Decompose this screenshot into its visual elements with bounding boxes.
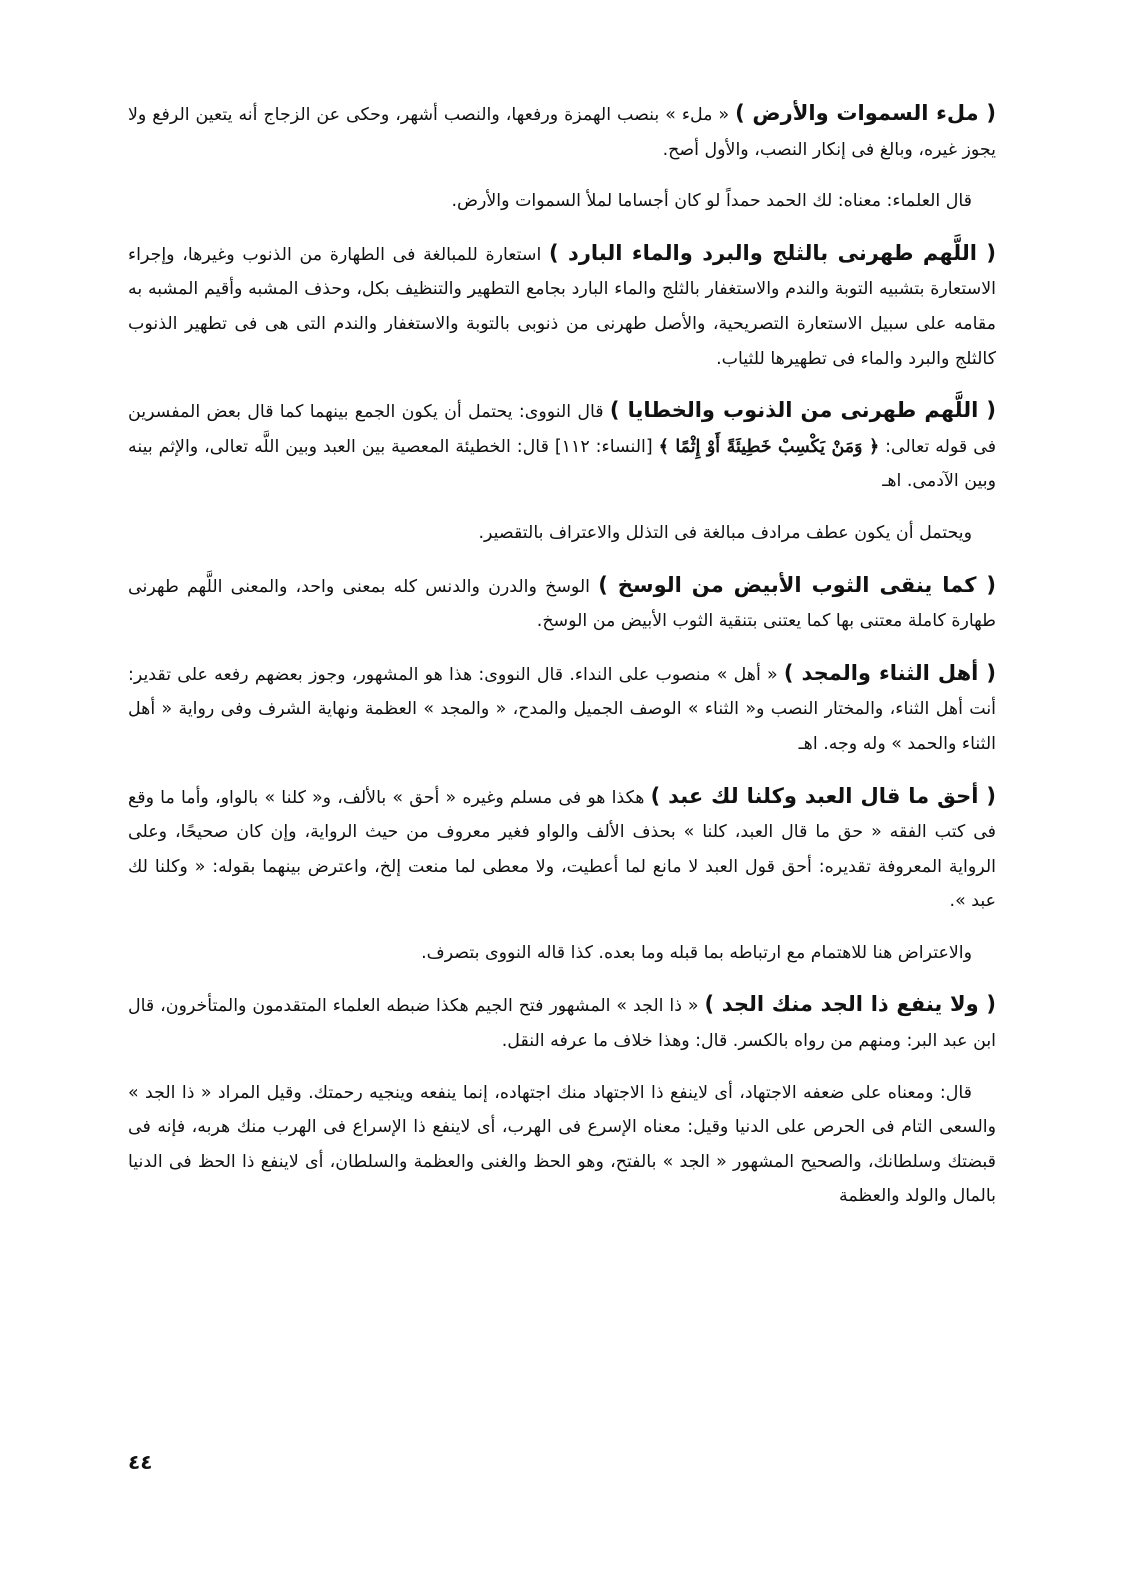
paragraph-fortune-meaning (128, 1076, 996, 1214)
paragraph-text: الوسخ والدرن والدنس كله بمعنى واحد، والمعنى اللَّهم طهرنى طهارة كاملة معتنى بها كما يعتنى بتنقية الثوب الأبيض من الوسخ. (128, 576, 996, 632)
heading-purify-snow: ( اللَّهم طهرنى بالثلج والبرد والماء البارد ) (549, 240, 996, 265)
paragraph-text: ويحتمل أن يكون عطف مرادف مبالغة فى التذلل والاعتراف بالتقصير. (478, 522, 972, 543)
heading-fill-heavens: ( ملء السموات والأرض ) (735, 101, 996, 125)
paragraph-text: استعارة للمبالغة فى الطهارة من الذنوب وغيرها، وإجراء الاستعارة بتشبيه التوبة والندم والاستغفار بالثلج والماء البارد بجامع التطهير والتنظيف بكل، وحذف المشبه وأقيم المشبه به مقامه على سبيل الاستعارة التصريحية، والأصل طهرنى من ذنوبى بالتوبة والاستغفار والندم التى هى فى تطهير الذنوب كالثلج والبرد والماء فى تطهيرها للثياب. (128, 244, 996, 369)
heading-purify-sins: ( اللَّهم طهرنى من الذنوب والخطايا ) (609, 398, 996, 423)
paragraph-text: « ذا الجد » المشهور فتح الجيم هكذا ضبطه العلماء المتقدمون والمتأخرون، قال ابن عبد البر: ومنهم من رواه بالكسر. قال: وهذا خلاف ما عرفه النقل. (128, 996, 996, 1052)
paragraph-white-garment (128, 568, 996, 639)
document-page (128, 96, 996, 1231)
paragraph-purify-snow (128, 236, 996, 376)
paragraph-fortune (128, 987, 996, 1058)
paragraph-text: [النساء: ١١٢] قال: الخطيئة المعصية بين العبد وبين اللَّه تعالى، والإثم بينه وبين الآدمى. اهـ (128, 436, 996, 492)
paragraph-synonym-conjunction (128, 516, 996, 551)
paragraph-praise-glory (128, 656, 996, 762)
paragraph-parenthetical (128, 936, 996, 971)
paragraph-fill-heavens (128, 96, 996, 167)
heading-fortune: ( ولا ينفع ذا الجد منك الجد ) (704, 992, 996, 1017)
paragraph-text: والاعتراض هنا للاهتمام مع ارتباطه بما قبله وما بعده. كذا قاله النووى بتصرف. (421, 942, 972, 963)
paragraph-text: « ملء » بنصب الهمزة ورفعها، والنصب أشهر، وحكى عن الزجاج أنه يتعين الرفع ولا يجوز غيره، وبالغ فى إنكار النصب، والأول أصح. (128, 105, 996, 160)
paragraph-text: قال: ومعناه على ضعفه الاجتهاد، أى لاينفع ذا الاجتهاد منك اجتهاده، إنما ينفعه وينجيه رحمتك. وقيل المراد « ذا الجد » والسعى التام فى الحرص على الدنيا وقيل: معناه الإسرع فى الهرب، أى لاينفع ذا الإسراع فى الهرب منك هربه، فإنه فى قبضتك وسلطانك، والصحيح المشهور « الجد » بالفتح، وهو الحظ والغنى والعظمة والسلطان، أى لاينفع ذا الحظ فى الدنيا بالمال والولد والعظمة (128, 1082, 996, 1207)
heading-praise-glory: ( أهل الثناء والمجد ) (783, 660, 996, 685)
page-number: ٤٤ (128, 1450, 153, 1474)
paragraph-text: « أهل » منصوب على النداء. قال النووى: هذا هو المشهور، وجوز بعضهم رفعه على تقدير: أنت أهل الثناء، والمختار النصب و« الثناء » الوصف الجميل والمدح، « والمجد » العظمة ونهاية الشرف وفى رواية « أهل الثناء والحمد » وله وجه. اهـ (128, 664, 996, 754)
paragraph-scholars-meaning (128, 184, 996, 219)
paragraph-text: قال النووى: يحتمل أن يكون الجمع بينهما كما قال بعض المفسرين فى قوله تعالى: (128, 402, 997, 457)
paragraph-text: قال العلماء: معناه: لك الحمد حمداً لو كان أجساما لملأ السموات والأرض. (451, 191, 972, 212)
paragraph-most-worthy (128, 779, 996, 919)
quran-verse: ﴿ وَمَنْ يَكْسِبْ خَطِيئَةً أَوْ إِثْمًا ﴾ (658, 436, 880, 457)
heading-white-garment: ( كما ينقى الثوب الأبيض من الوسخ ) (598, 572, 997, 597)
paragraph-purify-sins (128, 393, 996, 499)
heading-most-worthy: ( أحق ما قال العبد وكلنا لك عبد ) (650, 783, 996, 808)
paragraph-text: هكذا هو فى مسلم وغيره « أحق » بالألف، و« كلنا » بالواو، وأما ما وقع فى كتب الفقه « حق ما قال العبد، كلنا » بحذف الألف والواو فغير معروف من حيث الرواية، وإن كان صحيحًا، وعلى الرواية المعروفة تقديره: أحق قول العبد لا مانع لما أعطيت، ولا معطى لما منعت إلخ، واعترض بينهما بقوله: « وكلنا لك عبد ». (128, 787, 996, 912)
